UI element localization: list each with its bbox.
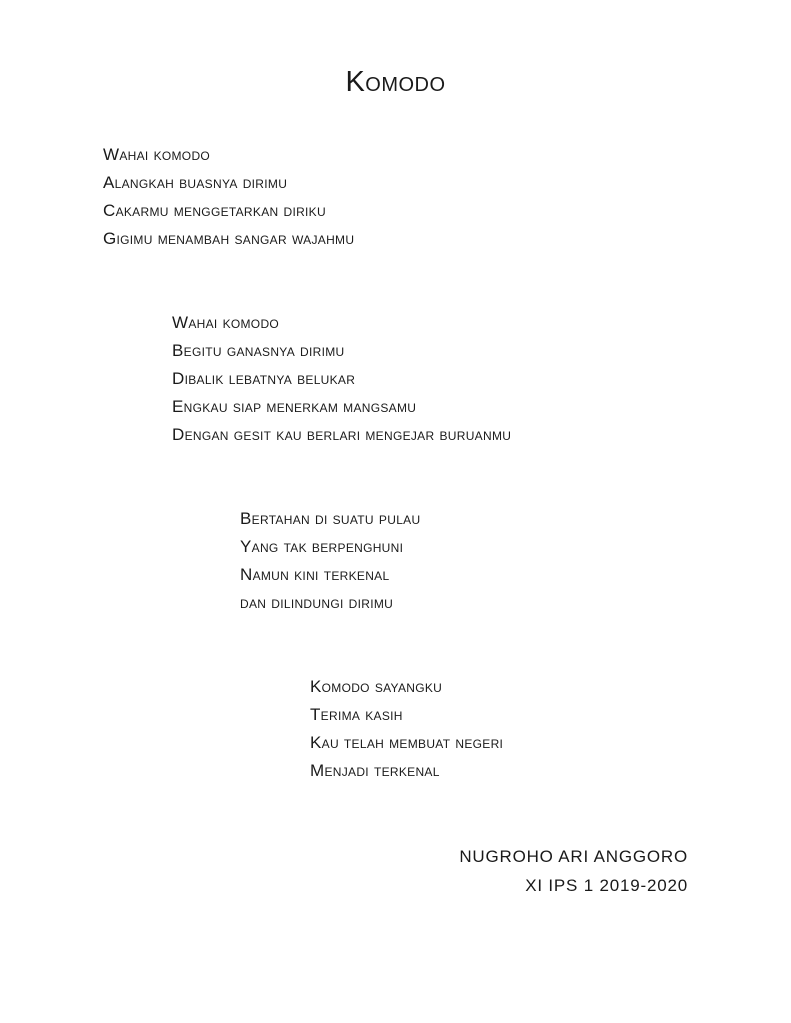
poem-line: Engkau siap menerkam mangsamu [172, 397, 417, 416]
poem-line: Terima kasih [310, 705, 403, 724]
author-block [459, 842, 688, 900]
poem-line: Wahai komodo [172, 313, 280, 332]
poem-line: Namun kini terkenal [240, 565, 390, 584]
poem-line: Komodo sayangku [310, 677, 443, 696]
poem-line: Menjadi terkenal [310, 761, 440, 780]
stanza-1 [103, 141, 354, 253]
poem-line: Cakarmu menggetarkan diriku [103, 201, 326, 220]
stanza-4 [310, 673, 503, 785]
poem-line: Begitu ganasnya dirimu [172, 341, 345, 360]
author-name: NUGROHO ARI ANGGORO [459, 847, 688, 866]
poem-line: Gigimu menambah sangar wajahmu [103, 229, 355, 248]
poem-line: Dengan gesit kau berlari mengejar buruanmu [172, 425, 512, 444]
poem-line: Alangkah buasnya dirimu [103, 173, 288, 192]
poem-line: dan dilindungi dirimu [240, 593, 394, 612]
stanza-3 [240, 505, 420, 617]
stanza-2 [172, 309, 511, 449]
poem-line: Kau telah membuat negeri [310, 733, 504, 752]
poem-line: Wahai komodo [103, 145, 211, 164]
poem-line: Bertahan di suatu pulau [240, 509, 421, 528]
author-class: XI IPS 1 2019-2020 [525, 876, 688, 895]
poem-title: Komodo [345, 66, 446, 98]
poem-line: Dibalik lebatnya belukar [172, 369, 356, 388]
poem-line: Yang tak berpenghuni [240, 537, 404, 556]
